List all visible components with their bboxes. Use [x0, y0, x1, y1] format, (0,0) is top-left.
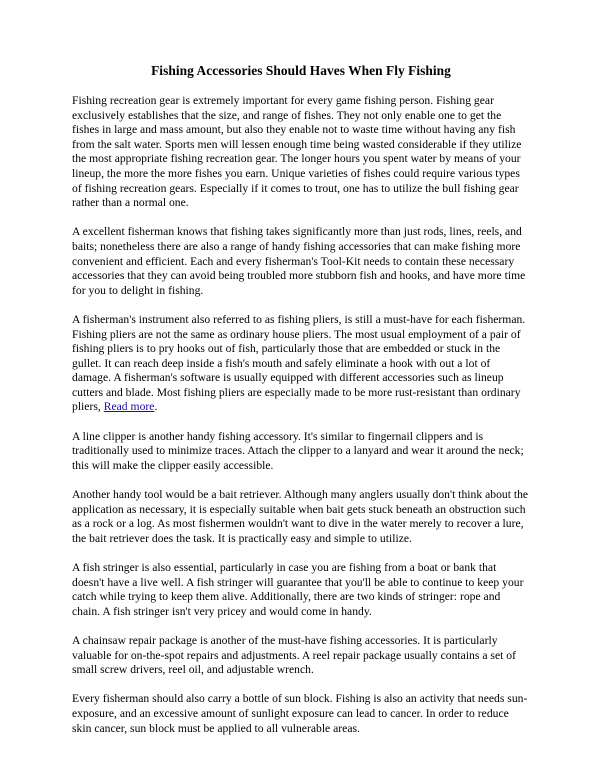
paragraph-sun-block: Every fisherman should also carry a bottle of sun block. Fishing is also an activity that needs sun-exposure, and an excessive amount of sunlight exposure can lead to cancer. In order to reduce skin cancer, sun block must be applied to all vulnerable areas.	[72, 692, 528, 735]
paragraph-fish-stringer: A fish stringer is also essential, particularly in case you are fishing from a boat or bank that doesn't have a live well. A fish stringer will guarantee that you'll be able to continue to keep your catch while trying to keep them alive. Additionally, there are two kinds of stringer: rope and chain. A fish stringer isn't very pricey and would come in handy.	[72, 561, 524, 618]
paragraph-accessories: A excellent fisherman knows that fishing takes significantly more than just rods, lines, reels, and baits; nonetheless there are also a range of handy fishing accessories that can make fishing more convenient and efficient. Each and every fisherman's Tool-Kit needs to contain these necessary accessories that they can avoid being troubled more stubborn fish and hooks, and have more time for you to delight in fishing.	[72, 225, 526, 297]
paragraph-bait-retriever: Another handy tool would be a bait retriever. Although many anglers usually don't think about the application as necessary, it is especially suitable when bait gets stuck beneath an obstruction such as a rock or a log. As most fishermen wouldn't want to dive in the water merely to recover a lure, the bait retriever does the task. It is practically easy and simple to utilize.	[72, 488, 529, 545]
read-more-suffix: .	[154, 400, 158, 414]
paragraph-repair-package: A chainsaw repair package is another of the must-have fishing accessories. It is particularly valuable for on-the-spot repairs and adjustments. A reel repair package usually contains a set of small screw drivers, reel oil, and adjustable wrench.	[72, 633, 516, 677]
document-page	[72, 62, 530, 751]
paragraph-line-clipper: A line clipper is another handy fishing accessory. It's similar to fingernail clippers and is traditionally used to minimize traces. Attach the clipper to a lanyard and wear it around the neck; this will make the clipper easily accessible.	[72, 429, 524, 472]
paragraph-pliers	[72, 313, 530, 415]
paragraph-pliers-text: A fisherman's instrument also referred to as fishing pliers, is still a must-have for each fisherman. Fishing pliers are not the same as ordinary house pliers. The most usual employment of a pair of fishing pliers is to pry hooks out of fish, particularly those that are embedded or stuck in the gullet. It can reach deep inside a fish's mouth and safely eliminate a hook with out a lot of damage. A fisherman's software is usually equipped with different accessories such as lineup cutters and blade. Most fishing pliers are especially made to be more rust-resistant than ordinary pliers,	[72, 312, 526, 414]
paragraph-intro: Fishing recreation gear is extremely important for every game fishing person. Fishing gear exclusively establishes that the size, and range of fishes. They not only enable one to get the fishes in large and mass amount, but also they enable not to waste time without having any fish from the salt water. Sports men will lessen enough time being wasted considerable if they utilize the most appropriate fishing recreation gear. The longer hours you spent water by means of your lineup, the more the more fishes you earn. Unique varieties of fishes could require various types of fishing recreation gears. Especially if it comes to trout, one has to utilize the bull fishing gear rather than a normal one.	[72, 94, 522, 210]
read-more-link[interactable]: Read more	[103, 400, 155, 414]
page-title: Fishing Accessories Should Haves When Fly Fishing	[151, 63, 451, 78]
